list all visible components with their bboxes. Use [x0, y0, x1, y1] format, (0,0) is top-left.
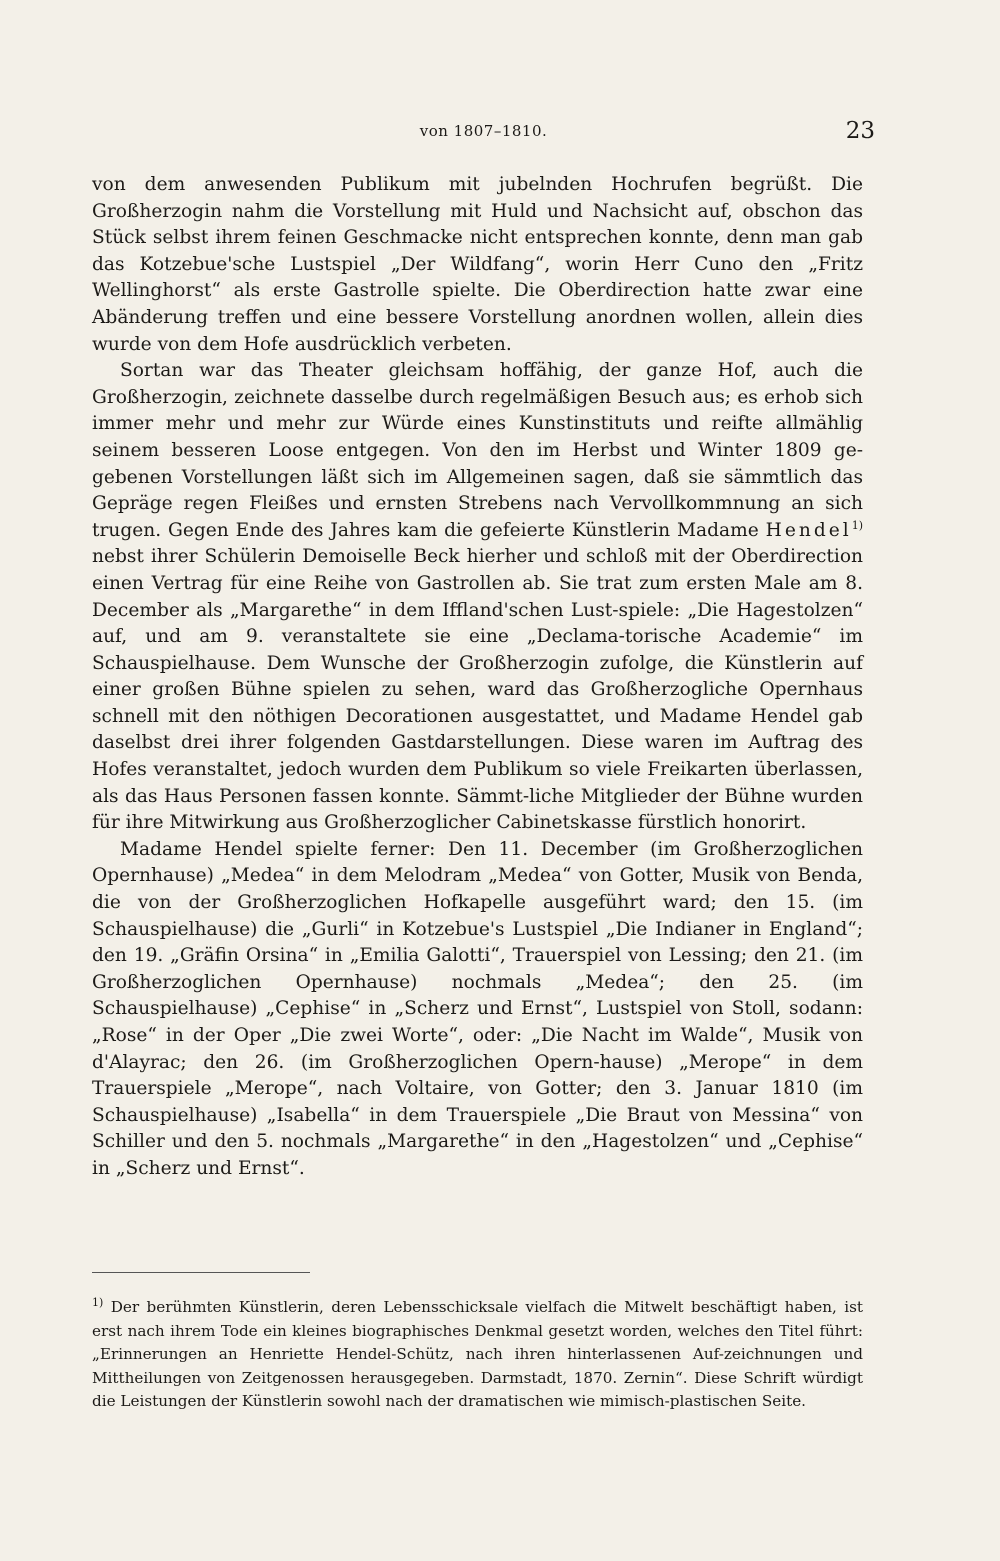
running-head: von 1807–1810.: [419, 122, 548, 140]
paragraph-2-end: nebst ihrer Schülerin Demoiselle Beck hierher und schloß mit der Oberdirection einen Vertrag für eine Reihe von Gastrollen ab. Sie trat zum ersten Male am 8. December als „Margarethe“ in dem Iffland'schen Lust-spiele: „Die Hagestolzen“ auf, und am 9. veranstaltete sie eine „Declama-torische Academie“ im Schauspielhause. Dem Wunsche der Großherzogin zufolge, die Künstlerin auf einer großen Bühne spielen zu sehen, ward das Großherzogliche Opernhaus schnell mit den nöthigen Decorationen ausgestattet, und Madame Hendel gab daselbst drei ihrer folgenden Gastdarstellungen. Diese waren im Auftrag des Hofes veranstaltet, jedoch wurden dem Publikum so viele Freikarten überlassen, als das Haus Personen fassen konnte. Sämmt-liche Mitglieder der Bühne wurden für ihre Mitwirkung aus Großherzoglicher Cabinetskasse fürstlich honorirt.: [92, 546, 863, 834]
footnote: [92, 1296, 863, 1414]
main-text: [92, 172, 863, 1183]
paragraph-3: Madame Hendel spielte ferner: Den 11. December (im Großherzoglichen Opernhause) „Medea“ in dem Melodram „Medea“ von Gotter, Musik von Benda, die von der Großherzoglichen Hofkapelle ausgeführt ward; den 15. (im Schauspielhause) die „Gurli“ in Kotzebue's Lustspiel „Die Indianer in England“; den 19. „Gräfin Orsina“ in „Emilia Galotti“, Trauerspiel von Lessing; den 21. (im Großherzoglichen Opernhause) nochmals „Medea“; den 25. (im Schauspielhause) „Cephise“ in „Scherz und Ernst“, Lustspiel von Stoll, sodann: „Rose“ in der Oper „Die zwei Worte“, oder: „Die Nacht im Walde“, Musik von d'Alayrac; den 26. (im Großherzoglichen Opern-hause) „Merope“ in dem Trauerspiele „Merope“, nach Voltaire, von Gotter; den 3. Januar 1810 (im Schauspielhause) „Isabella“ in dem Trauerspiele „Die Braut von Messina“ von Schiller und den 5. nochmals „Margarethe“ in den „Hagestolzen“ und „Cephise“ in „Scherz und Ernst“.: [92, 838, 863, 1179]
footnote-divider: [92, 1272, 310, 1273]
footnote-marker: 1): [92, 1295, 104, 1309]
paragraph-2: [92, 358, 863, 837]
page-header: [92, 120, 875, 150]
page-number: 23: [845, 118, 875, 144]
footnote-text: Der berühmten Künstlerin, deren Lebensschicksale vielfach die Mitwelt beschäftigt haben, ist erst nach ihrem Tode ein kleines biographisches Denkmal gesetzt worden, welches den Titel führt: „Erinnerungen an Henriette Hendel-Schütz, nach ihren hinterlassenen Auf-zeichnungen und Mittheilungen von Zeitgenossen herausgegeben. Darmstadt, 1870. Zernin“. Diese Schrift würdigt die Leistungen der Künstlerin sowohl nach der dramatischen wie mimisch-plastischen Seite.: [92, 1298, 863, 1411]
name-hendel: Hendel: [765, 519, 852, 541]
paragraph-2-start: Sortan war das Theater gleichsam hoffähig, der ganze Hof, auch die Großherzogin, zeichnete dasselbe durch regelmäßigen Besuch aus; es erhob sich immer mehr und mehr zur Würde eines Kunstinstituts und reifte allmählig seinem besseren Loose entgegen. Von den im Herbst und Winter 1809 ge-gebenen Vorstellungen läßt sich im Allgemeinen sagen, daß sie sämmtlich das Gepräge regen Fleißes und ernsten Strebens nach Vervollkommnung an sich trugen. Gegen Ende des Jahres kam die gefeierte Künstlerin Madame: [92, 360, 863, 541]
paragraph-1: von dem anwesenden Publikum mit jubelnden Hochrufen begrüßt. Die Großherzogin nahm die Vorstellung mit Huld und Nachsicht auf, obschon das Stück selbst ihrem feinen Geschmacke nicht entsprechen konnte, denn man gab das Kotzebue'sche Lustspiel „Der Wildfang“, worin Herr Cuno den „Fritz Wellinghorst“ als erste Gastrolle spielte. Die Oberdirection hatte zwar eine Abänderung treffen und eine bessere Vorstellung anordnen wollen, allein dies wurde von dem Hofe ausdrücklich verbeten.: [92, 174, 863, 355]
footnote-reference[interactable]: 1): [851, 518, 863, 532]
